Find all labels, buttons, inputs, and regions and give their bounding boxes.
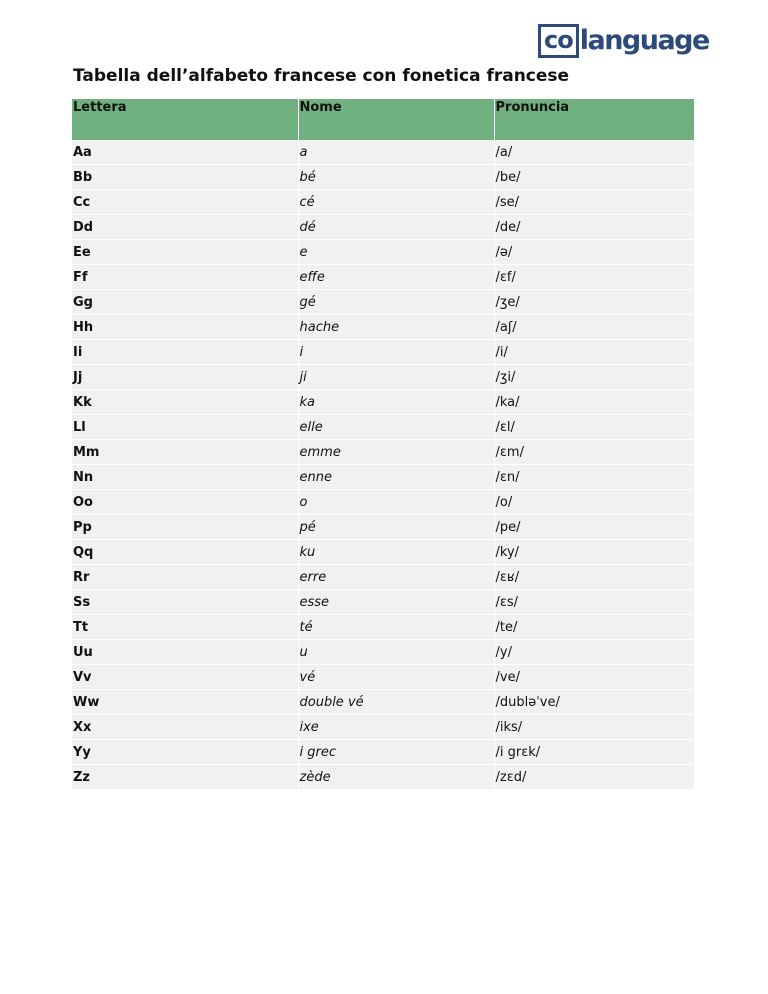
table-row — [72, 640, 694, 665]
table-row — [72, 165, 694, 190]
table-row — [72, 190, 694, 215]
table-row — [72, 365, 694, 390]
pronunciation-cell: /iks/ — [494, 715, 694, 740]
letter-cell: Tt — [72, 615, 298, 640]
name-cell: enne — [298, 465, 494, 490]
table-row — [72, 540, 694, 565]
name-cell: vé — [298, 665, 494, 690]
letter-cell: Ll — [72, 415, 298, 440]
table-row — [72, 290, 694, 315]
pronunciation-cell: /ɛf/ — [494, 265, 694, 290]
pronunciation-cell: /dubləˈve/ — [494, 690, 694, 715]
name-cell: ji — [298, 365, 494, 390]
pronunciation-cell: /ɛʁ/ — [494, 565, 694, 590]
pronunciation-cell: /ʒe/ — [494, 290, 694, 315]
pronunciation-cell: /a/ — [494, 140, 694, 165]
letter-cell: Dd — [72, 215, 298, 240]
letter-cell: Ff — [72, 265, 298, 290]
table-row — [72, 740, 694, 765]
table-row — [72, 765, 694, 790]
pronunciation-cell: /y/ — [494, 640, 694, 665]
header-nome: Nome — [298, 99, 494, 140]
page-title: Tabella dell’alfabeto francese con fonetica francese — [73, 66, 570, 86]
pronunciation-cell: /ɛs/ — [494, 590, 694, 615]
name-cell: pé — [298, 515, 494, 540]
letter-cell: Ss — [72, 590, 298, 615]
name-cell: cé — [298, 190, 494, 215]
letter-cell: Qq — [72, 540, 298, 565]
table-row — [72, 690, 694, 715]
pronunciation-cell: /aʃ/ — [494, 315, 694, 340]
pronunciation-cell: /ʒi/ — [494, 365, 694, 390]
alphabet-table — [72, 99, 694, 790]
pronunciation-cell: /i grɛk/ — [494, 740, 694, 765]
name-cell: e — [298, 240, 494, 265]
name-cell: a — [298, 140, 494, 165]
name-cell: ka — [298, 390, 494, 415]
name-cell: dé — [298, 215, 494, 240]
name-cell: effe — [298, 265, 494, 290]
table-row — [72, 665, 694, 690]
letter-cell: Rr — [72, 565, 298, 590]
name-cell: double vé — [298, 690, 494, 715]
pronunciation-cell: /ky/ — [494, 540, 694, 565]
table-body — [72, 140, 694, 790]
letter-cell: Gg — [72, 290, 298, 315]
name-cell: erre — [298, 565, 494, 590]
letter-cell: Uu — [72, 640, 298, 665]
letter-cell: Pp — [72, 515, 298, 540]
letter-cell: Hh — [72, 315, 298, 340]
letter-cell: Ii — [72, 340, 298, 365]
name-cell: té — [298, 615, 494, 640]
letter-cell: Nn — [72, 465, 298, 490]
letter-cell: Bb — [72, 165, 298, 190]
pronunciation-cell: /ɛn/ — [494, 465, 694, 490]
table-row — [72, 465, 694, 490]
letter-cell: Vv — [72, 665, 298, 690]
table-row — [72, 715, 694, 740]
pronunciation-cell: /ve/ — [494, 665, 694, 690]
logo-word-text: language — [579, 25, 709, 56]
name-cell: emme — [298, 440, 494, 465]
letter-cell: Xx — [72, 715, 298, 740]
table-row — [72, 565, 694, 590]
pronunciation-cell: /de/ — [494, 215, 694, 240]
table-row — [72, 440, 694, 465]
letter-cell: Aa — [72, 140, 298, 165]
table-header — [72, 99, 694, 140]
name-cell: i grec — [298, 740, 494, 765]
letter-cell: Cc — [72, 190, 298, 215]
table-row — [72, 390, 694, 415]
pronunciation-cell: /be/ — [494, 165, 694, 190]
header-pronuncia: Pronuncia — [494, 99, 694, 140]
name-cell: zède — [298, 765, 494, 790]
pronunciation-cell: /i/ — [494, 340, 694, 365]
letter-cell: Oo — [72, 490, 298, 515]
letter-cell: Mm — [72, 440, 298, 465]
letter-cell: Kk — [72, 390, 298, 415]
header-lettera: Lettera — [72, 99, 298, 140]
table-row — [72, 140, 694, 165]
pronunciation-cell: /ka/ — [494, 390, 694, 415]
name-cell: hache — [298, 315, 494, 340]
colanguage-logo — [538, 24, 709, 58]
pronunciation-cell: /se/ — [494, 190, 694, 215]
name-cell: ixe — [298, 715, 494, 740]
name-cell: u — [298, 640, 494, 665]
table-row — [72, 265, 694, 290]
table-row — [72, 590, 694, 615]
logo-box-text: co — [538, 24, 579, 58]
name-cell: i — [298, 340, 494, 365]
pronunciation-cell: /ɛm/ — [494, 440, 694, 465]
table-row — [72, 315, 694, 340]
name-cell: elle — [298, 415, 494, 440]
table-row — [72, 415, 694, 440]
letter-cell: Ww — [72, 690, 298, 715]
name-cell: esse — [298, 590, 494, 615]
pronunciation-cell: /zɛd/ — [494, 765, 694, 790]
pronunciation-cell: /ə/ — [494, 240, 694, 265]
letter-cell: Jj — [72, 365, 298, 390]
pronunciation-cell: /o/ — [494, 490, 694, 515]
name-cell: gé — [298, 290, 494, 315]
table-row — [72, 215, 694, 240]
letter-cell: Yy — [72, 740, 298, 765]
table-row — [72, 490, 694, 515]
name-cell: ku — [298, 540, 494, 565]
table-row — [72, 515, 694, 540]
pronunciation-cell: /te/ — [494, 615, 694, 640]
letter-cell: Ee — [72, 240, 298, 265]
table-row — [72, 340, 694, 365]
letter-cell: Zz — [72, 765, 298, 790]
table-row — [72, 240, 694, 265]
name-cell: bé — [298, 165, 494, 190]
table-row — [72, 615, 694, 640]
pronunciation-cell: /pe/ — [494, 515, 694, 540]
pronunciation-cell: /ɛl/ — [494, 415, 694, 440]
name-cell: o — [298, 490, 494, 515]
